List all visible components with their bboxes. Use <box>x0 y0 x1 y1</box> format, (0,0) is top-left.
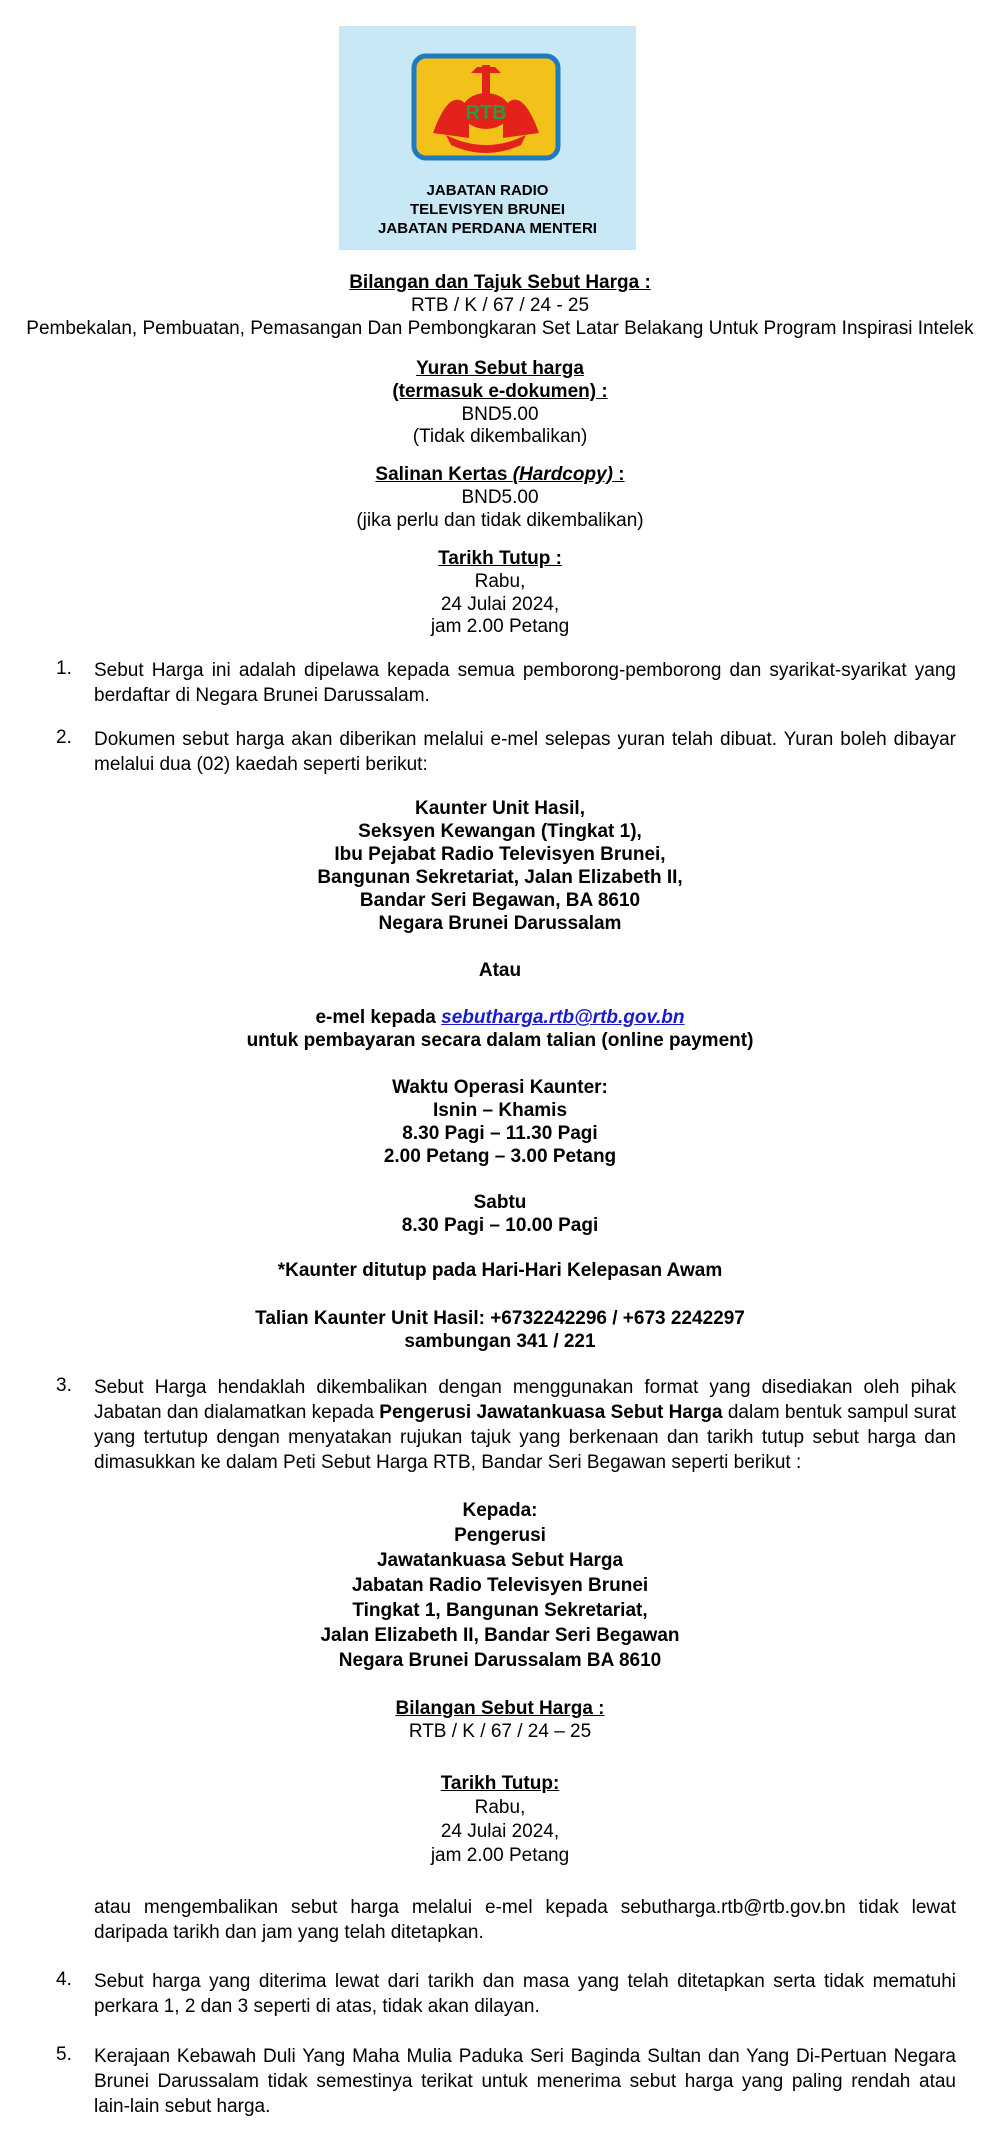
address-closing-day: Rabu, <box>474 1797 526 1818</box>
address-ref-block <box>0 1697 1000 1743</box>
email-line <box>0 1006 1000 1029</box>
email-prefix: e-mel kepada <box>315 1007 442 1028</box>
closed-note: *Kaunter ditutup pada Hari-Hari Kelepasan Awam <box>277 1260 723 1281</box>
recipient-line-3: Jawatankuasa Sebut Harga <box>376 1550 624 1571</box>
counter-address <box>0 797 1000 935</box>
recipient-line-7: Negara Brunei Darussalam BA 8610 <box>338 1650 662 1671</box>
phone-line: Talian Kaunter Unit Hasil: +6732242296 / +673 2242297 <box>255 1308 745 1329</box>
hardcopy-note: (jika perlu dan tidak dikembalikan) <box>356 509 644 531</box>
phone-block <box>0 1307 1000 1353</box>
counter-line-1: Kaunter Unit Hasil, <box>415 798 585 819</box>
fee-amount: BND5.00 <box>461 403 539 425</box>
hardcopy-label-b: (Hardcopy) <box>512 464 613 485</box>
hours-weekdays: Isnin – Khamis <box>432 1100 568 1121</box>
rtb-emblem-icon <box>411 53 561 161</box>
recipient-address <box>0 1498 1000 1673</box>
hardcopy-label-a: Salinan Kertas <box>375 464 513 485</box>
item-2-number: 2. <box>56 727 72 748</box>
ref-number: RTB / K / 67 / 24 - 25 <box>410 294 590 316</box>
rtb-logo <box>339 26 636 250</box>
email-block <box>0 1006 1000 1052</box>
quotation-title: Pembekalan, Pembuatan, Pemasangan Dan Pembongkaran Set Latar Belakang Untuk Program Inspirasi Intelek <box>26 317 974 339</box>
address-closing-date: 24 Julai 2024, <box>440 1821 560 1842</box>
fee-block <box>0 358 1000 449</box>
item-3-number: 3. <box>56 1375 72 1396</box>
item-3-text-b: dalam bentuk sampul surat yang tertutup dengan menyatakan rujukan tajuk yang berkenaan dan tarikh tutup sebut harga dan dimasukkan ke dalam Peti Sebut Harga RTB, Bandar Seri Begawan seperti berikut : <box>94 1402 957 1473</box>
recipient-line-6: Jalan Elizabeth II, Bandar Seri Begawan <box>320 1625 680 1646</box>
hours-block <box>0 1076 1000 1168</box>
counter-line-3: Ibu Pejabat Radio Televisyen Brunei, <box>334 844 666 865</box>
email-link[interactable]: sebutharga.rtb@rtb.gov.bn <box>441 1007 685 1028</box>
item-4-number: 4. <box>56 1969 72 1990</box>
recipient-line-1: Kepada: <box>462 1500 538 1521</box>
address-ref-label: Bilangan Sebut Harga : <box>395 1698 605 1719</box>
hardcopy-label-c: : <box>612 464 625 485</box>
email-return-text: atau mengembalikan sebut harga melalui e-mel kepada sebutharga.rtb@rtb.gov.bn tidak lewat daripada tarikh dan jam yang telah ditetapkan. <box>94 1897 956 1943</box>
closing-date: 24 Julai 2024, <box>440 593 560 615</box>
counter-line-4: Bangunan Sekretariat, Jalan Elizabeth II, <box>317 867 683 888</box>
closing-label: Tarikh Tutup : <box>438 548 562 569</box>
logo-caption <box>339 181 636 238</box>
emblem-text: RTB <box>465 102 507 124</box>
item-3-text-a: Sebut Harga hendaklah dikembalikan dengan menggunakan format yang disediakan oleh pihak Jabatan dan dialamatkan kepada <box>94 1377 956 1423</box>
address-closing-label: Tarikh Tutup: <box>440 1773 560 1794</box>
item-4-text: Sebut harga yang diterima lewat dari tarikh dan masa yang telah ditetapkan serta tidak mematuhi perkara 1, 2 dan 3 seperti di atas, tidak akan dilayan. <box>94 1971 956 2017</box>
fee-label-1: Yuran Sebut harga <box>416 358 584 379</box>
address-ref-number: RTB / K / 67 / 24 – 25 <box>408 1721 592 1742</box>
counter-line-2: Seksyen Kewangan (Tingkat 1), <box>358 821 642 842</box>
online-payment: untuk pembayaran secara dalam talian (online payment) <box>246 1030 754 1051</box>
hardcopy-label <box>0 464 1000 487</box>
quotation-header <box>0 272 1000 340</box>
or-text: Atau <box>478 960 522 981</box>
hours-title: Waktu Operasi Kaunter: <box>392 1077 608 1098</box>
item-3-text <box>94 1375 956 1475</box>
closing-time: jam 2.00 Petang <box>430 616 570 638</box>
logo-line-1: JABATAN RADIO <box>426 182 549 199</box>
item-1-number: 1. <box>56 658 72 679</box>
closing-day: Rabu, <box>474 570 526 592</box>
item-5-text: Kerajaan Kebawah Duli Yang Maha Mulia Paduka Seri Baginda Sultan dan Yang Di-Pertuan Negara Brunei Darussalam tidak semestinya terikat untuk menerima sebut harga yang paling rendah atau lain-lain sebut harga. <box>94 2046 956 2117</box>
logo-line-2: TELEVISYEN BRUNEI <box>409 201 566 218</box>
closing-block <box>0 548 1000 639</box>
fee-note: (Tidak dikembalikan) <box>412 426 588 448</box>
counter-line-6: Negara Brunei Darussalam <box>378 913 622 934</box>
address-closing-time: jam 2.00 Petang <box>430 1845 570 1866</box>
item-5-number: 5. <box>56 2044 72 2065</box>
recipient-line-2: Pengerusi <box>454 1525 546 1546</box>
counter-line-5: Bandar Seri Begawan, BA 8610 <box>359 890 641 911</box>
item-1-text: Sebut Harga ini adalah dipelawa kepada semua pemborong-pemborong dan syarikat-syarikat yang berdaftar di Negara Brunei Darussalam. <box>94 660 956 706</box>
hours-saturday-slot: 8.30 Pagi – 10.00 Pagi <box>401 1215 599 1236</box>
item-3-text-bold: Pengerusi Jawatankuasa Sebut Harga <box>379 1402 723 1423</box>
hours-slot-2: 2.00 Petang – 3.00 Petang <box>383 1146 617 1167</box>
recipient-line-5: Tingkat 1, Bangunan Sekretariat, <box>352 1600 648 1621</box>
hours-slot-1: 8.30 Pagi – 11.30 Pagi <box>402 1123 598 1144</box>
fee-label-2: (termasuk e-dokumen) : <box>392 380 608 402</box>
saturday-block <box>0 1191 1000 1237</box>
item-2-text: Dokumen sebut harga akan diberikan melalui e-mel selepas yuran telah dibuat. Yuran boleh dibayar melalui dua (02) kaedah seperti berikut: <box>94 729 956 775</box>
hardcopy-amount: BND5.00 <box>461 486 539 508</box>
logo-line-3: JABATAN PERDANA MENTERI <box>378 220 597 237</box>
ref-label: Bilangan dan Tajuk Sebut Harga : <box>349 272 651 293</box>
hardcopy-block <box>0 464 1000 532</box>
hours-saturday: Sabtu <box>473 1192 527 1213</box>
phone-extension: sambungan 341 / 221 <box>404 1331 596 1352</box>
address-closing-block <box>0 1772 1000 1868</box>
recipient-line-4: Jabatan Radio Televisyen Brunei <box>351 1575 649 1596</box>
